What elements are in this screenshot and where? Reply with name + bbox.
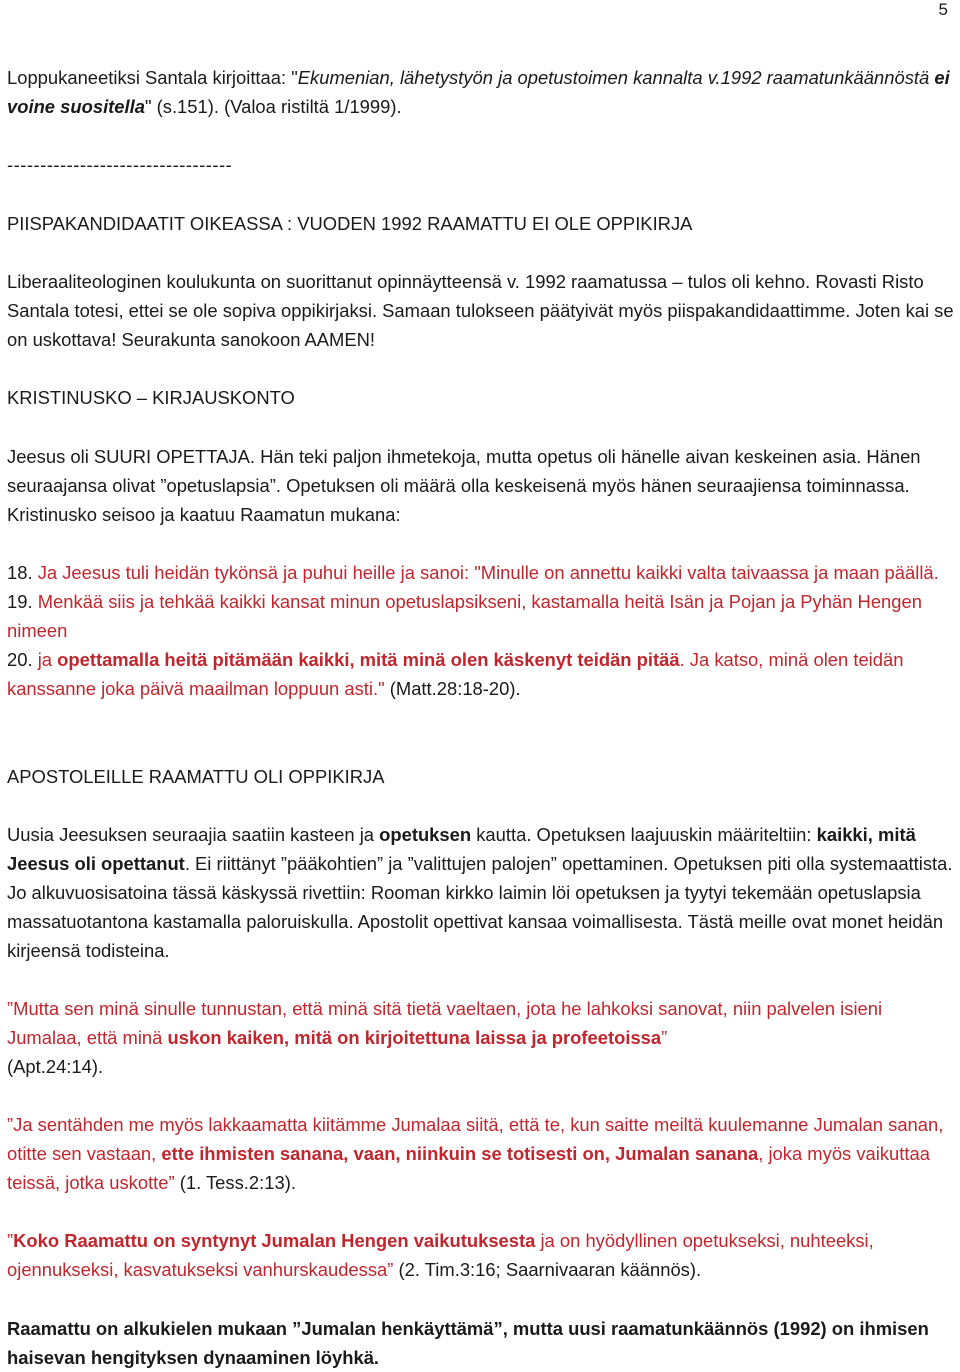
- quote-reference: (2. Tim.3:16; Saarnivaaran käännös).: [393, 1259, 702, 1280]
- quote-text: ”Mutta sen minä sinulle tunnustan, että minä sitä tietä vaeltaen, jota he lahkoksi sanovat, niin palvelen isieni Jumalaa, että minä: [7, 998, 883, 1048]
- separator-line: ----------------------------------: [7, 154, 233, 175]
- verse-number: 20.: [7, 649, 38, 670]
- quote-text: ”Ja sentähden me myös lakkaamatta kiitämme Jumalaa siitä, että te, kun saitte meiltä kuulemanne Jumalan sanan, otitte sen vastaan,: [7, 1114, 944, 1164]
- bold-italic-quote: ei voine suositella: [7, 67, 950, 117]
- quote-text: ja on hyödyllinen opetukseksi, nuhteeksi, ojennukseksi, kasvatukseksi vanhurskaudessa”: [7, 1230, 874, 1280]
- verse-19: Menkää siis ja tehkää kaikki kansat minun opetuslapsikseni, kastamalla heitä Isän ja Pojan ja Pyhän Hengen nimeen: [7, 591, 922, 641]
- quote-thessalonians: [7, 1110, 955, 1197]
- closing-statement: Raamattu on alkukielen mukaan ”Jumalan henkäyttämä”, mutta uusi raamatunkäännös (1992) on ihmisen haisevan hengityksen dynaaminen löyhkä.: [7, 1318, 929, 1368]
- verse-reference: (Matt.28:18-20).: [384, 678, 521, 699]
- bold-text: kaikki, mitä Jeesus oli opettanut: [7, 824, 916, 874]
- text: Loppukaneetiksi Santala kirjoittaa: ": [7, 67, 298, 88]
- text: kautta. Opetuksen laajuuskin määriteltiin:: [471, 824, 817, 845]
- paragraph-liberaaliteologinen: [7, 267, 955, 354]
- quote-timothy: [7, 1226, 955, 1284]
- heading-kristinusko: KRISTINUSKO – KIRJAUSKONTO: [7, 387, 295, 408]
- quote-emphasis: ette ihmisten sanana, vaan, niinkuin se totisesti on, Jumalan sanana: [161, 1143, 759, 1164]
- text: . Ei riittänyt ”pääkohtien” ja ”valittujen palojen” opettaminen. Opetuksen piti olla systemaattista. Jo alkuvuosisatoina tässä käskyssä rivettiin: Rooman kirkko laimin löi opetuksen ja tyytyi tekemään opetuslapsia massatuotantona kastamalla paloruiskulla. Apostolit opettivat kansaa voimallisesta. Tästä meille ovat monet heidän kirjeensä todisteina.: [7, 853, 953, 961]
- quote-text: ”: [661, 1027, 668, 1048]
- quote-emphasis: uskon kaiken, mitä on kirjoitettuna laissa ja profeetoissa: [167, 1027, 662, 1048]
- text: Liberaaliteologinen koulukunta on suorittanut opinnäytteensä v. 1992 raamatussa – tulos oli kehno.: [7, 271, 816, 292]
- quote-text: , joka myös vaikuttaa teissä, jotka uskotte”: [7, 1143, 930, 1193]
- bold-text: opetuksen: [379, 824, 472, 845]
- paragraph-jeesus-opettaja: Jeesus oli SUURI OPETTAJA. Hän teki paljon ihmetekoja, mutta opetus oli hänelle aivan keskeinen asia. Hänen seuraajansa olivat ”opetuslapsia”. Opetuksen oli määrä olla keskeisenä myös hänen seuraajiensa toiminnassa. Kristinusko seisoo ja kaatuu Raamatun mukana:: [7, 446, 921, 525]
- bible-verses-matthew: [7, 558, 955, 703]
- italic-quote: Ekumenian, lähetystyön ja opetustoimen kannalta v.1992 raamatunkäännöstä: [297, 67, 935, 88]
- paragraph-santala-quote: [7, 63, 955, 121]
- heading-piispakandidaatit: PIISPAKANDIDAATIT OIKEASSA : VUODEN 1992 RAAMATTU EI OLE OPPIKIRJA: [7, 213, 693, 234]
- quote-reference: (1. Tess.2:13).: [174, 1172, 296, 1193]
- heading-apostoleille: APOSTOLEILLE RAAMATTU OLI OPPIKIRJA: [7, 766, 385, 787]
- paragraph-uusia-seuraajia: [7, 820, 955, 965]
- verse-20: . Ja katso, minä olen teidän kanssanne joka päivä maailman loppuun asti.": [7, 649, 904, 699]
- quote-acts: [7, 994, 955, 1081]
- verse-20: ja: [37, 649, 58, 670]
- quote-text: ”: [7, 1230, 14, 1251]
- verse-number: 18.: [7, 562, 38, 583]
- verse-20-emphasis: opettamalla heitä pitämään kaikki, mitä minä olen käskenyt teidän pitää: [57, 649, 680, 670]
- text: Rovasti Risto Santala totesi, ettei se ole sopiva oppikirjaksi. Samaan tulokseen päätyivät myös piispakandidaattimme. Joten kai se on uskottava! Seurakunta sanokoon AAMEN!: [7, 271, 954, 350]
- page-number: 5: [938, 0, 948, 19]
- verse-18: Ja Jeesus tuli heidän tykönsä ja puhui heille ja sanoi: "Minulle on annettu kaikki valta taivaassa ja maan päällä.: [37, 562, 939, 583]
- text: " (s.151). (Valoa ristiltä 1/1999).: [144, 96, 402, 117]
- quote-reference: (Apt.24:14).: [7, 1056, 104, 1077]
- text: Uusia Jeesuksen seuraajia saatiin kasteen ja: [7, 824, 380, 845]
- verse-number: 19.: [7, 591, 38, 612]
- quote-emphasis: Koko Raamattu on syntynyt Jumalan Hengen vaikutuksesta: [13, 1230, 536, 1251]
